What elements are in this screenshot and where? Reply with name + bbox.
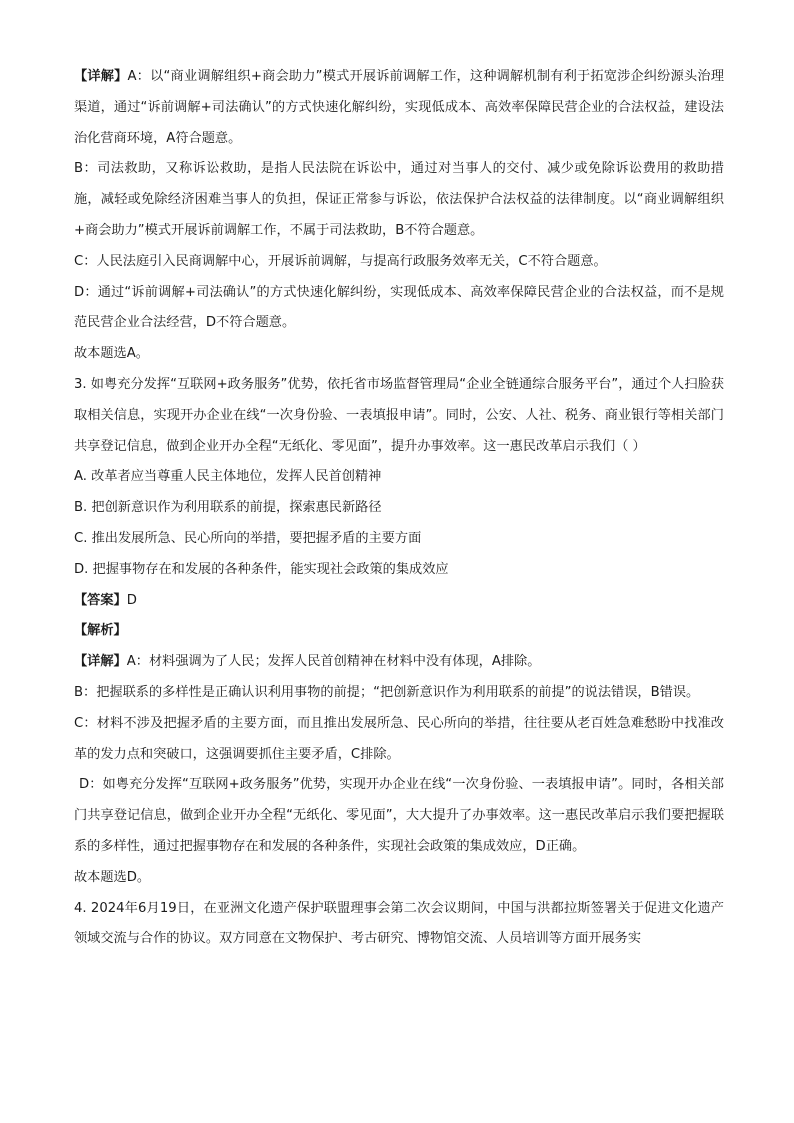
paragraph-text: B：司法救助，又称诉讼救助，是指人民法院在诉讼中，通过对当事人的交付、减少或免除诉讼费用的救助措施，减轻或免除经济困难当事人的负担，保证正常参与诉讼，依法保护合法权益的法律制度。以“商业调解组织+商会助力”模式开展诉前调解工作，不属于司法救助，B不符合题意。 — [74, 161, 724, 238]
paragraph — [74, 863, 724, 894]
paragraph-text: D — [126, 592, 137, 608]
paragraph-text: C：人民法庭引入民商调解中心，开展诉前调解，与提高行政服务效率无关，C不符合题意。 — [74, 253, 607, 269]
paragraph-text: D：通过“诉前调解+司法确认”的方式快速化解纠纷，实现低成本、高效率保障民营企业的合法权益，而不是规范民营企业合法经营，D不符合题意。 — [74, 284, 724, 331]
document-page — [74, 62, 724, 955]
paragraph-text: B：把握联系的多样性是正确认识利用事物的前提；“把创新意识作为利用联系的前提”的说法错误，B错误。 — [74, 684, 700, 700]
paragraph-text: C：材料不涉及把握矛盾的主要方面，而且推出发展所急、民心所向的举措，往往要从老百姓急难愁盼中找准改革的发力点和突破口，这强调要抓住主要矛盾，C排除。 — [74, 715, 724, 762]
paragraph — [74, 709, 724, 771]
paragraph-text: 故本题选D。 — [74, 869, 151, 885]
section-tag: 【详解】 — [74, 69, 128, 84]
paragraph-text: A. 改革者应当尊重人民主体地位，发挥人民首创精神 — [74, 469, 382, 485]
paragraph — [74, 555, 724, 586]
paragraph — [74, 62, 724, 154]
paragraph — [74, 493, 724, 524]
paragraph-text: D：如粤充分发挥“互联网+政务服务”优势，实现开办企业在线“一次身份验、一表填报申请”。同时，各相关部门共享登记信息，做到企业开办全程“无纸化、零见面”，大大提升了办事效率。这一惠民改革启示我们要把握联系的多样性，通过把握事物存在和发展的各种条件，实现社会政策的集成效应，D正确。 — [74, 777, 724, 854]
paragraph-text: A：以“商业调解组织+商会助力”模式开展诉前调解工作，这种调解机制有利于拓宽涉企纠纷源头治理渠道，通过“诉前调解+司法确认”的方式快速化解纠纷，实现低成本、高效率保障民营企业的合法权益，建设法治化营商环境，A符合题意。 — [74, 69, 725, 146]
paragraph — [74, 154, 724, 246]
paragraph-text: 3. 如粤充分发挥“互联网+政务服务”优势，依托省市场监督管理局“企业全链通综合服务平台”，通过个人扫脸获取相关信息，实现开办企业在线“一次身份验、一表填报申请”。同时，公安、人社、税务、商业银行等相关部门共享登记信息，做到企业开办全程“无纸化、零见面”，提升办事效率。这一惠民改革启示我们（ ） — [74, 376, 724, 454]
paragraph — [74, 339, 724, 370]
paragraph — [74, 770, 724, 862]
paragraph — [74, 678, 724, 709]
paragraph — [74, 524, 724, 555]
section-tag: 【详解】 — [74, 654, 127, 670]
section-tag: 【答案】 — [74, 592, 127, 608]
paragraph — [74, 647, 724, 678]
paragraph-text: 4. 2024年6月19日，在亚洲文化遗产保护联盟理事会第二次会议期间，中国与洪都拉斯签署关于促进文化遗产领域交流与合作的协议。双方同意在文物保护、考古研究、博物馆交流、人员培训等方面开展务实 — [74, 900, 724, 947]
paragraph — [74, 247, 724, 278]
paragraph-text: D. 把握事物存在和发展的各种条件，能实现社会政策的集成效应 — [74, 561, 449, 577]
paragraph — [74, 894, 724, 956]
paragraph-text: C. 推出发展所急、民心所向的举措，要把握矛盾的主要方面 — [74, 530, 422, 546]
section-tag: 【解析】 — [74, 623, 127, 639]
paragraph — [74, 278, 724, 340]
paragraph — [74, 616, 724, 647]
paragraph-text: 故本题选A。 — [74, 346, 149, 362]
paragraph-text: B. 把创新意识作为利用联系的前提，探索惠民新路径 — [74, 500, 382, 516]
paragraph — [74, 462, 724, 493]
paragraph-text: A：材料强调为了人民；发挥人民首创精神在材料中没有体现，A排除。 — [126, 654, 541, 670]
paragraph — [74, 370, 724, 462]
paragraph — [74, 586, 724, 617]
